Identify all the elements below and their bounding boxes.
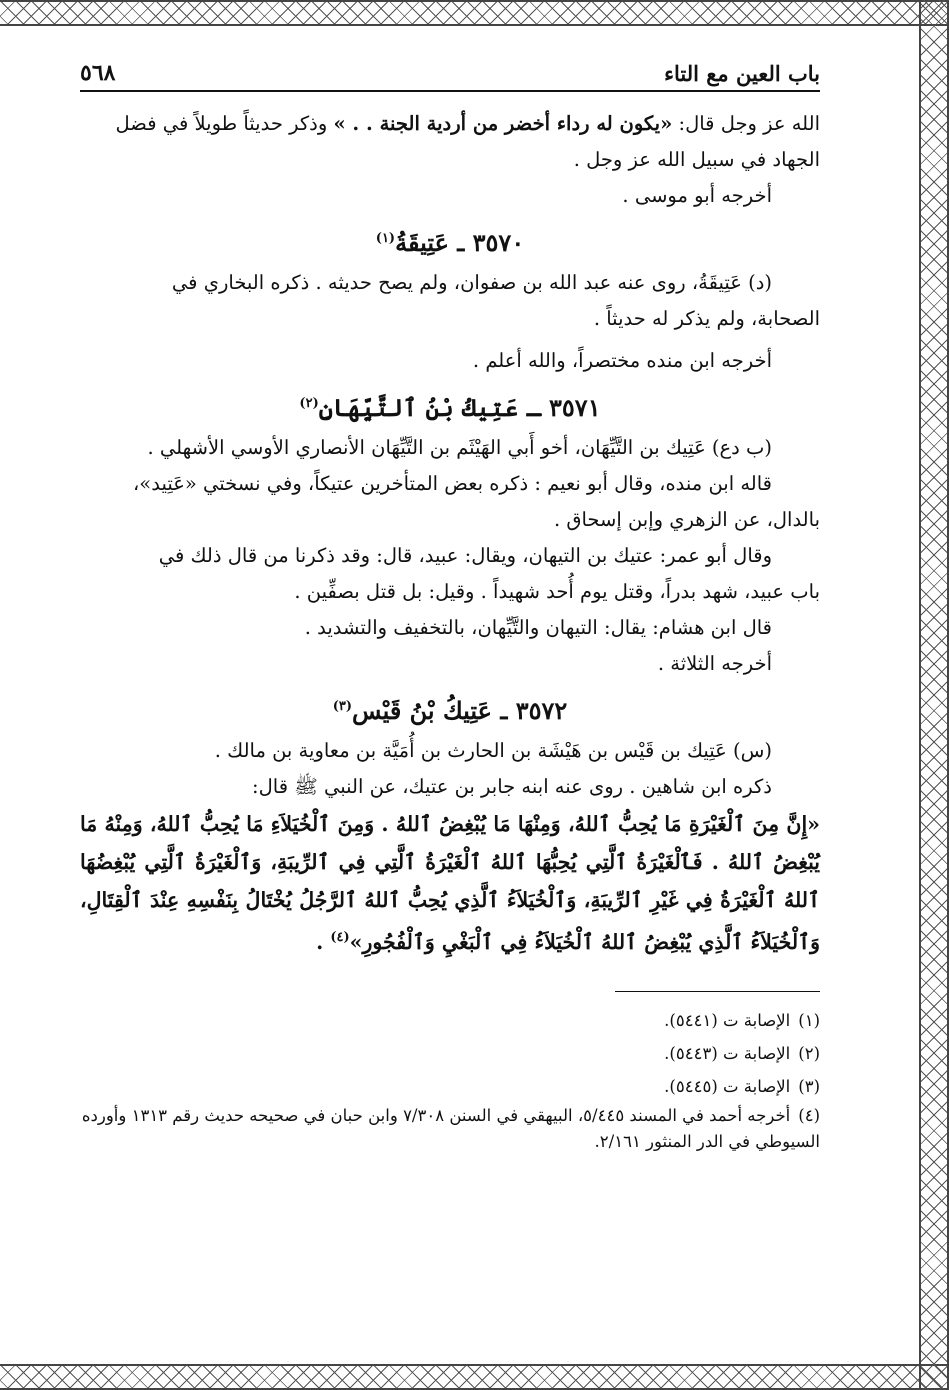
decorative-border-right (919, 0, 949, 1390)
footnote-item (80, 1004, 820, 1037)
entry-paragraph: أخرجه ابن منده مختصراً، والله أعلم . (472, 349, 772, 372)
footnote-text: الإصابة ت (٥٤٤٣). (664, 1043, 791, 1063)
book-page (80, 60, 820, 1155)
intro-block (80, 106, 820, 214)
entry-title: ٣٥٧١ ـ عَتِيكُ بْنُ ٱلتَّيِّهَانِ (318, 393, 601, 422)
decorative-border-bottom (0, 1364, 949, 1390)
entry-heading (80, 228, 820, 257)
intro-line-3: أخرجه أبو موسى . (622, 184, 772, 207)
footnote-item (80, 1070, 820, 1103)
entry-paragraph: قاله ابن منده، وقال أبو نعيم : ذكره بعض المتأخرين عتيكاً، وفي نسختي «عَتِيد»، (133, 472, 772, 495)
footnotes (80, 1004, 820, 1155)
intro-tail: وذكر حديثاً طويلاً في فضل (115, 112, 334, 135)
footnote-ref: (٣) (332, 699, 352, 714)
entry-paragraph: (د) عَتِيقَةُ، روى عنه عبد الله بن صفوان، ولم يصح حديثه . ذكره البخاري في (171, 271, 772, 294)
footnote-item (80, 1037, 820, 1070)
footnote-text: أخرجه أحمد في المسند ٥/٤٤٥، البيهقي في السنن ٧/٣٠٨ وابن حبان في صحيحه حديث رقم ١٣١٣ وأورده السيوطي في الدر المنثور ٢/١٦١. (81, 1105, 820, 1151)
entry-title: ٣٥٧٢ ـ عَتِيكُ بْنُ قَيْس (351, 696, 568, 725)
footnote-text: الإصابة ت (٥٤٤٥). (664, 1076, 791, 1096)
footnote-separator (615, 991, 820, 992)
footnote-ref: (٤) (330, 930, 350, 945)
entry-3570 (80, 228, 820, 379)
entry-paragraph: (ب دع) عَتِيك بن التَّيِّهَان، أخو أَبي الهَيْثَم بن التَّيِّهَان الأنصاري الأوسي الأشهلي . (147, 436, 772, 459)
entry-paragraph: الصحابة، ولم يذكر له حديثاً . (593, 307, 820, 330)
hadith-text (80, 805, 820, 961)
intro-line-1 (80, 106, 820, 142)
entry-3571 (80, 393, 820, 682)
entry-paragraph: باب عبيد، شهد بدراً، وقتل يوم أُحد شهيداً . وقيل: بل قتل بصفِّين . (294, 580, 820, 603)
footnote-ref: (٢) (299, 396, 319, 411)
footnote-number: (٣) (798, 1076, 820, 1096)
entry-3572 (80, 696, 820, 961)
entry-paragraph: وقال أبو عمر: عتيك بن التيهان، ويقال: عبيد، قال: وقد ذكرنا من قال ذلك في (158, 544, 772, 567)
page-number: ٥٦٨ (80, 60, 116, 86)
footnote-number: (٤) (798, 1105, 820, 1125)
intro-quote: «يكون له رداء أخضر من أردية الجنة . . » (333, 112, 673, 135)
entry-heading (80, 393, 820, 422)
intro-text: الله عز وجل قال: (672, 112, 820, 135)
hadith-end: . (316, 929, 331, 954)
entry-paragraph: ذكره ابن شاهين . روى عنه ابنه جابر بن عتيك، عن النبي ﷺ قال: (252, 775, 772, 798)
entry-title: ٣٥٧٠ ـ عَتِيقَةُ (395, 228, 525, 257)
footnote-number: (٢) (798, 1043, 820, 1063)
entry-paragraph: بالدال، عن الزهري وإبن إسحاق . (553, 508, 820, 531)
entry-paragraph: قال ابن هشام: يقال: التيهان والتَّيِّهان، بالتخفيف والتشديد . (304, 616, 772, 639)
hadith-quote: «إِنَّ مِنَ ٱلْغَيْرَةِ مَا يُحِبُّ ٱللهُ، وَمِنْهَا مَا يُبْغِضُ ٱللهُ . وَمِنَ ٱلْخُيَلاَءِ مَا يُحِبُّ ٱللهُ، وَمِنْهُ مَا يُبْغِضُ ٱللهُ . فَٱلْغَيْرَةُ ٱلَّتِي يُحِبُّهَا ٱللهُ ٱلْغَيْرَةُ ٱلَّتِي فِي ٱلرِّيبَةِ، وَٱلْغَيْرَةُ ٱلَّتِي يُبْغِضُهَا ٱللهُ ٱلْغَيْرَةُ فِي غَيْرِ ٱلرِّيبَةِ، وَٱلْخُيَلاَءُ ٱلَّذِي يُحِبُّ ٱللهُ ٱلرَّجُلُ يُخْتَالُ بِنَفْسِهِ عِنْدَ ٱلْقِتَالِ، وَٱلْخُيَلاَءُ ٱلَّذِي يُبْغِضُ ٱللهُ ٱلْخُيَلاَءُ فِي ٱلْبَغْيِ وَٱلْفُجُورِ» (80, 812, 820, 954)
entry-heading (80, 696, 820, 725)
decorative-border-top (0, 0, 949, 26)
intro-line-2: الجهاد في سبيل الله عز وجل . (573, 148, 820, 171)
footnote-item (80, 1103, 820, 1155)
entry-paragraph: أخرجه الثلاثة . (657, 652, 772, 675)
footnote-number: (١) (798, 1010, 820, 1030)
footnote-text: الإصابة ت (٥٤٤١). (664, 1010, 791, 1030)
footnote-ref: (١) (375, 231, 396, 246)
entry-paragraph: (س) عَتِيك بن قَيْس بن هَيْشَة بن الحارث بن أُمَيَّة بن معاوية بن مالك . (214, 739, 772, 762)
chapter-title: باب العين مع التاء (664, 61, 820, 86)
page-header (80, 60, 820, 92)
